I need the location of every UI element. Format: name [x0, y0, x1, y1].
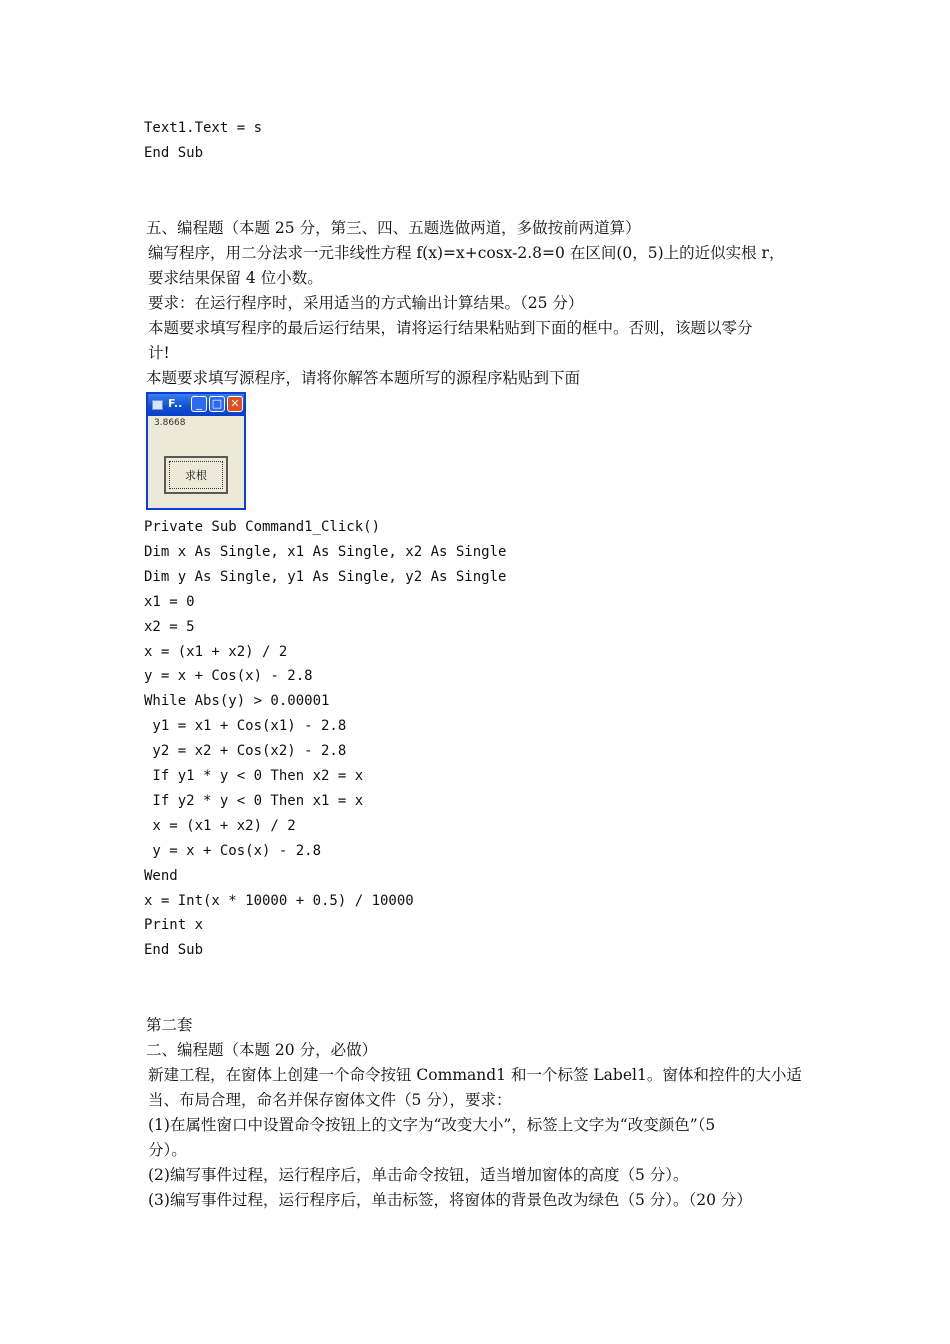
list-item: (3)编写事件过程，运行程序后，单击标签，将窗体的背景色改为绿色（5 分）。（20 分） — [148, 1191, 752, 1209]
note-line: 计! — [148, 344, 170, 362]
maximize-icon[interactable]: □ — [209, 396, 225, 412]
code-line: Dim y As Single, y1 As Single, y2 As Single — [144, 568, 507, 585]
paragraph-line: 当、布局合理，命名并保存窗体文件（5 分），要求： — [148, 1091, 512, 1109]
code-line: y = x + Cos(x) - 2.8 — [144, 842, 322, 859]
code-line: y1 = x1 + Cos(x1) - 2.8 — [144, 718, 347, 735]
section-heading: 二、编程题（本题 20 分，必做） — [146, 1041, 378, 1059]
list-item: (1)在属性窗口中设置命令按钮上的文字为“改变大小”，标签上文字为“改变颜色”（5 — [148, 1116, 716, 1134]
list-item: 分）。 — [148, 1141, 187, 1159]
find-root-button[interactable] — [164, 456, 228, 494]
print-output: 3.8668 — [154, 418, 186, 428]
code-line: x = (x1 + x2) / 2 — [144, 817, 296, 834]
code-line: x = (x1 + x2) / 2 — [144, 643, 288, 660]
section-heading: 五、编程题（本题 25 分，第三、四、五题选做两道，多做按前两道算） — [146, 219, 641, 237]
set-title: 第二套 — [146, 1016, 193, 1034]
paragraph-line: 编写程序，用二分法求一元非线性方程 f(x)=x+cosx-2.8=0 在区间(0，5)上的近似实根 r， — [148, 244, 785, 262]
paragraph-line: 要求结果保留 4 位小数。 — [148, 269, 323, 287]
code-line: End Sub — [144, 145, 204, 161]
code-line: x1 = 0 — [144, 593, 195, 610]
window-titlebar — [148, 394, 244, 416]
note-line: 本题要求填写源程序，请将你解答本题所写的源程序粘贴到下面 — [146, 369, 581, 387]
code-line: Print x — [144, 917, 204, 934]
list-item: (2)编写事件过程，运行程序后，单击命令按钮，适当增加窗体的高度（5 分）。 — [148, 1166, 689, 1184]
code-line: While Abs(y) > 0.00001 — [144, 693, 330, 710]
window-title: F.. — [168, 397, 183, 410]
code-line: If y2 * y < 0 Then x1 = x — [144, 792, 364, 809]
code-line: Text1.Text = s — [144, 120, 263, 136]
code-line: x2 = 5 — [144, 618, 195, 635]
code-line: End Sub — [144, 942, 204, 959]
code-line: x = Int(x * 10000 + 0.5) / 10000 — [144, 892, 414, 909]
vb-form-window — [146, 392, 246, 510]
minimize-icon[interactable]: _ — [191, 396, 207, 412]
code-line: If y1 * y < 0 Then x2 = x — [144, 768, 364, 784]
button-label: 求根 — [169, 461, 223, 489]
code-line: Wend — [144, 867, 178, 884]
code-line: y = x + Cos(x) - 2.8 — [144, 668, 313, 685]
requirement-line: 要求：在运行程序时，采用适当的方式输出计算结果。（25 分） — [148, 294, 584, 312]
code-line: Private Sub Command1_Click() — [144, 519, 381, 535]
close-icon[interactable]: ✕ — [227, 396, 243, 412]
note-line: 本题要求填写程序的最后运行结果，请将运行结果粘贴到下面的框中。否则，该题以零分 — [148, 319, 753, 337]
code-line: Dim x As Single, x1 As Single, x2 As Single — [144, 543, 507, 560]
code-line: y2 = x2 + Cos(x2) - 2.8 — [144, 743, 347, 760]
paragraph-line: 新建工程，在窗体上创建一个命令按钮 Command1 和一个标签 Label1。窗体和控件的大小适 — [148, 1066, 802, 1084]
app-icon — [152, 400, 163, 410]
